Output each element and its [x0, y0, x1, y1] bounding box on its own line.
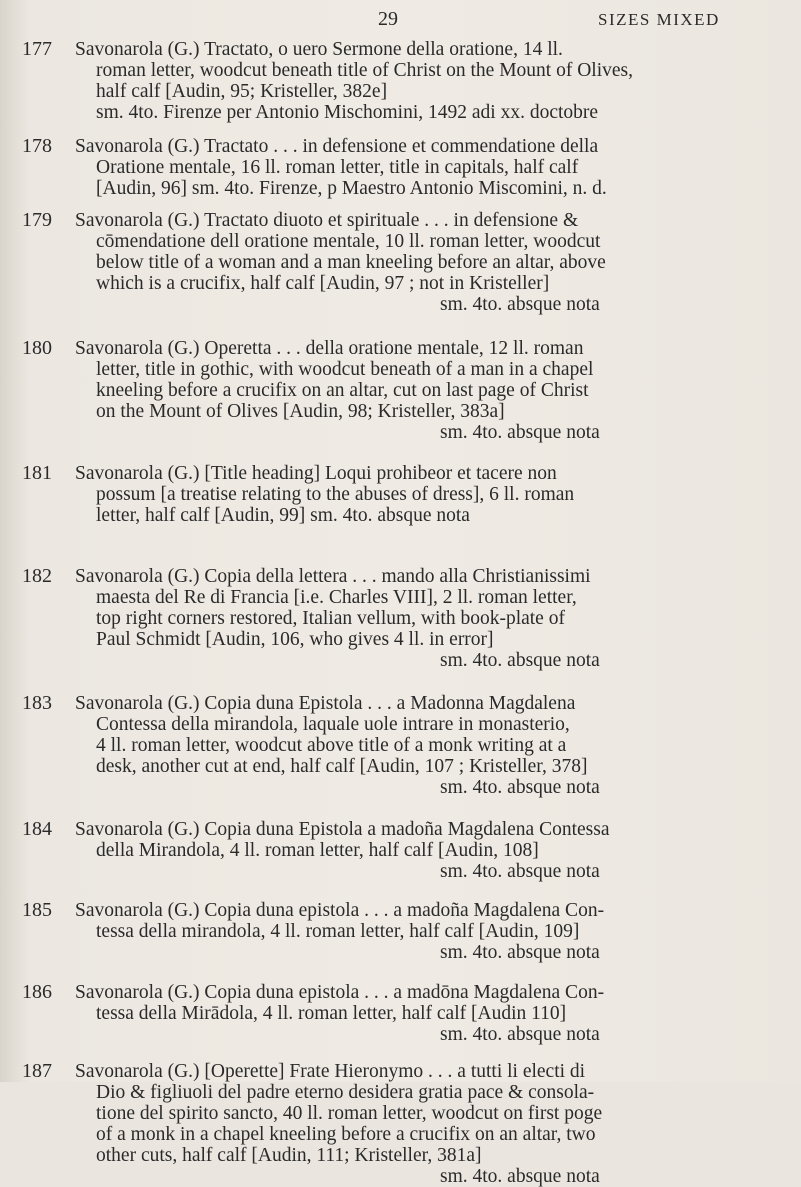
description-line: Savonarola (G.) Copia duna Epistola . . . a Madonna Magdalena [75, 693, 576, 714]
size-and-imprint: sm. 4to. absque nota [440, 294, 600, 315]
description-line: Oratione mentale, 16 ll. roman letter, title in capitals, half calf [96, 157, 579, 178]
running-head: SIZES MIXED [598, 10, 720, 29]
description-line: cōmendatione dell oratione mentale, 10 ll. roman letter, woodcut [96, 231, 601, 252]
entry-description [75, 39, 787, 123]
lot-number: 185 [22, 899, 52, 921]
entry-description [75, 982, 787, 1045]
description-line: kneeling before a crucifix on an altar, cut on last page of Christ [96, 380, 589, 401]
lot-number: 177 [22, 38, 52, 60]
description-line: sm. 4to. Firenze per Antonio Mischomini, 1492 adi xx. doctobre [96, 102, 599, 123]
entry-description [75, 463, 787, 526]
entry-description [75, 693, 787, 798]
description-line: Savonarola (G.) Tractato . . . in defensione et commendatione della [75, 136, 599, 157]
lot-number: 180 [22, 337, 52, 359]
description-line: Savonarola (G.) Tractato diuoto et spirituale . . . in defensione & [75, 210, 579, 231]
description-line: top right corners restored, Italian vellum, with book-plate of [96, 608, 565, 629]
entry-description [75, 900, 787, 963]
description-line: below title of a woman and a man kneeling before an altar, above [96, 252, 606, 273]
description-line: desk, another cut at end, half calf [Audin, 107 ; Kristeller, 378] [96, 756, 588, 777]
size-and-imprint: sm. 4to. absque nota [440, 650, 600, 671]
description-line: which is a crucifix, half calf [Audin, 97 ; not in Kristeller] [96, 273, 550, 294]
description-line: Savonarola (G.) Tractato, o uero Sermone della oratione, 14 ll. [75, 39, 563, 60]
lot-number: 186 [22, 981, 52, 1003]
entry-description [75, 210, 787, 315]
size-and-imprint: sm. 4to. absque nota [440, 861, 600, 882]
description-line: [Audin, 96] sm. 4to. Firenze, p Maestro Antonio Miscomini, n. d. [96, 178, 607, 199]
description-line: Savonarola (G.) Copia della lettera . . . mando alla Christianissimi [75, 566, 591, 587]
lot-number: 181 [22, 462, 52, 484]
entry-description [75, 136, 787, 199]
lot-number: 179 [22, 209, 52, 231]
page-header [0, 8, 801, 38]
description-line: Savonarola (G.) Copia duna Epistola a madoña Magdalena Contessa [75, 819, 610, 840]
description-line: Paul Schmidt [Audin, 106, who gives 4 ll. in error] [96, 629, 494, 650]
description-line: Savonarola (G.) [Operette] Frate Hieronymo . . . a tutti li electi di [75, 1061, 586, 1082]
description-line: Savonarola (G.) Operetta . . . della oratione mentale, 12 ll. roman [75, 338, 584, 359]
description-line: roman letter, woodcut beneath title of Christ on the Mount of Olives, [96, 60, 633, 81]
description-line: Savonarola (G.) [Title heading] Loqui prohibeor et tacere non [75, 463, 557, 484]
size-and-imprint: sm. 4to. absque nota [440, 942, 600, 963]
size-and-imprint: sm. 4to. absque nota [440, 1024, 600, 1045]
size-and-imprint: sm. 4to. absque nota [440, 422, 600, 443]
description-line: letter, title in gothic, with woodcut beneath of a man in a chapel [96, 359, 594, 380]
description-line: of a monk in a chapel kneeling before a crucifix on an altar, two [96, 1124, 596, 1145]
description-line: tessa della Mirādola, 4 ll. roman letter, half calf [Audin 110] [96, 1003, 567, 1024]
description-line: Contessa della mirandola, laquale uole intrare in monasterio, [96, 714, 570, 735]
lot-number: 187 [22, 1060, 52, 1082]
lot-number: 183 [22, 692, 52, 714]
description-line: Savonarola (G.) Copia duna epistola . . . a madoña Magdalena Con- [75, 900, 605, 921]
description-line: possum [a treatise relating to the abuses of dress], 6 ll. roman [96, 484, 575, 505]
lot-number: 184 [22, 818, 52, 840]
description-line: 4 ll. roman letter, woodcut above title of a monk writing at a [96, 735, 567, 756]
page-number: 29 [378, 8, 398, 30]
size-and-imprint: sm. 4to. absque nota [440, 1166, 600, 1187]
description-line: on the Mount of Olives [Audin, 98; Kristeller, 383a] [96, 401, 505, 422]
description-line: tessa della mirandola, 4 ll. roman letter, half calf [Audin, 109] [96, 921, 580, 942]
description-line: Dio & figliuoli del padre eterno desidera gratia pace & consola- [96, 1082, 595, 1103]
description-line: half calf [Audin, 95; Kristeller, 382e] [96, 81, 388, 102]
lot-number: 178 [22, 135, 52, 157]
entry-description [75, 1061, 787, 1187]
entry-description [75, 819, 787, 882]
lot-number: 182 [22, 565, 52, 587]
description-line: other cuts, half calf [Audin, 111; Kristeller, 381a] [96, 1145, 482, 1166]
entry-description [75, 566, 787, 671]
description-line: maesta del Re di Francia [i.e. Charles VIII], 2 ll. roman letter, [96, 587, 577, 608]
size-and-imprint: sm. 4to. absque nota [440, 777, 600, 798]
description-line: letter, half calf [Audin, 99] sm. 4to. absque nota [96, 505, 470, 526]
entry-description [75, 338, 787, 443]
description-line: Savonarola (G.) Copia duna epistola . . . a madōna Magdalena Con- [75, 982, 605, 1003]
description-line: della Mirandola, 4 ll. roman letter, half calf [Audin, 108] [96, 840, 539, 861]
description-line: tione del spirito sancto, 40 ll. roman letter, woodcut on first poge [96, 1103, 603, 1124]
